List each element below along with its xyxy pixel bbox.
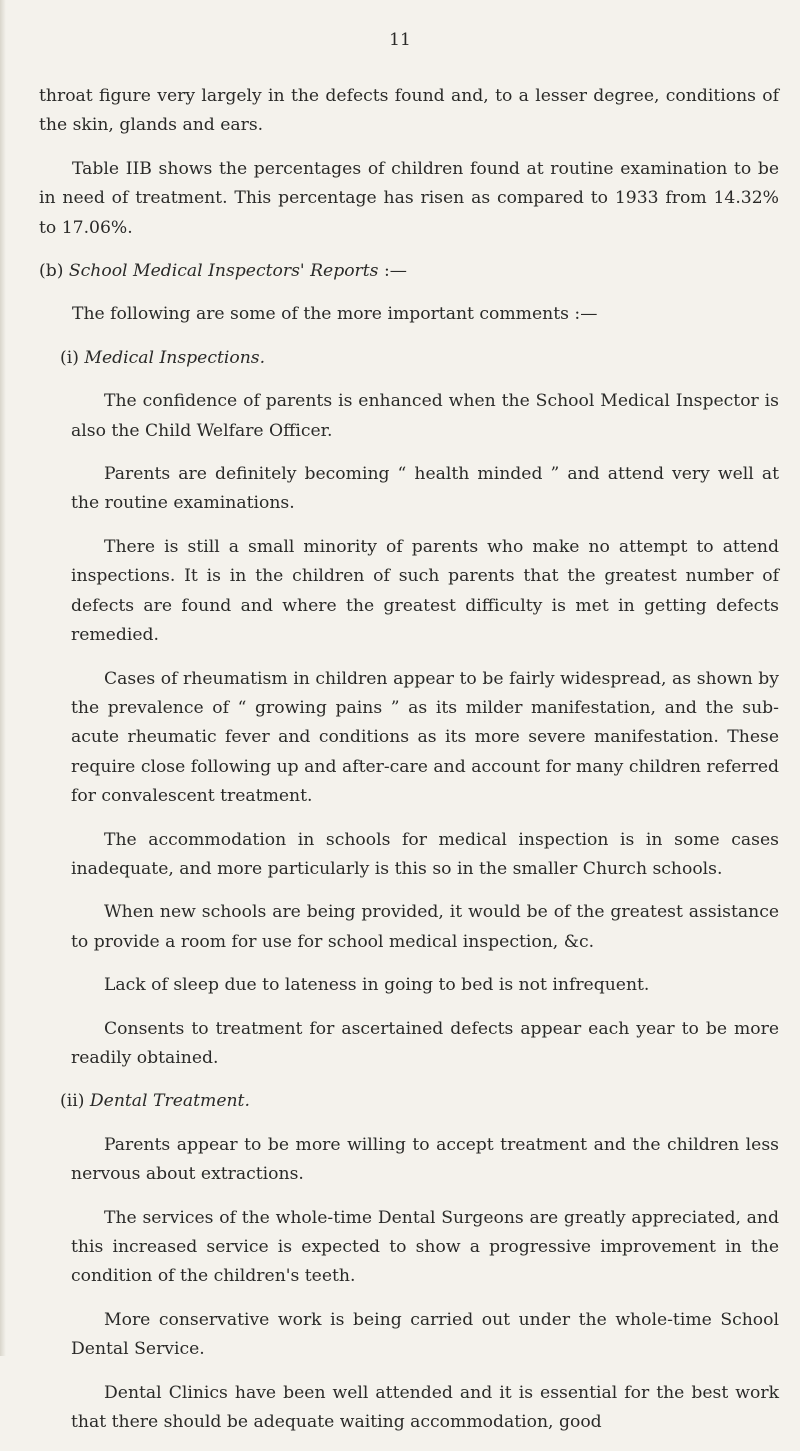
section-b-suffix: :— bbox=[378, 261, 407, 282]
paragraph-conservative-work: More conservative work is being carried out under the whole-time School Dental Service. bbox=[71, 1309, 779, 1360]
paragraph-consents: Consents to treatment for ascertained defects appear each year to be more readily obtained. bbox=[71, 1018, 779, 1068]
subsection-i-heading bbox=[39, 344, 779, 373]
section-b-title: School Medical Inspectors' Reports bbox=[68, 261, 379, 282]
subsection-ii-title: Dental Treatment. bbox=[89, 1091, 250, 1112]
page-edge-shadow bbox=[0, 0, 6, 1356]
paragraph-lack-of-sleep: Lack of sleep due to lateness in going to bed is not infrequent. bbox=[104, 975, 650, 996]
subsection-i-title: Medical Inspections. bbox=[84, 347, 266, 368]
page-body bbox=[39, 82, 779, 1451]
paragraph-minority: There is still a small minority of parents who make no attempt to attend inspections. It is in the children of such parents that the greatest number of defects are found and where the greatest difficulty is met in getting defects remedied. bbox=[71, 536, 779, 646]
subsection-ii-label: (ii) bbox=[60, 1091, 85, 1112]
subsection-i-label: (i) bbox=[60, 347, 79, 368]
section-b-label: (b) bbox=[39, 261, 64, 282]
paragraph-dental-surgeons: The services of the whole-time Dental Surgeons are greatly appreciated, and this increased service is expected to show a progressive improvement in the condition of the children's teeth. bbox=[71, 1207, 779, 1287]
paragraph-comments-intro: The following are some of the more important comments :— bbox=[72, 304, 598, 325]
paragraph-confidence: The confidence of parents is enhanced when the School Medical Inspector is also the Child Welfare Officer. bbox=[71, 391, 779, 441]
paragraph-accommodation: The accommodation in schools for medical inspection is in some cases inadequate, and more particularly is this so in the smaller Church schools. bbox=[71, 829, 779, 879]
paragraph-dental-clinics: Dental Clinics have been well attended and it is essential for the best work that there should be adequate waiting accommodation, good bbox=[71, 1382, 779, 1433]
paragraph-table-iib: Table IIB shows the percentages of children found at routine examination to be in need of treatment. This percentage has risen as compared to 1933 from 14.32% to 17.06%. bbox=[39, 158, 779, 238]
paragraph-rheumatism: Cases of rheumatism in children appear to be fairly widespread, as shown by the prevalence of “ growing pains ” as its milder manifestation, and the sub-acute rheumatic fever and conditions as its more severe manifestation. These require close following up and after-care and account for many children referred for convalescent treatment. bbox=[71, 668, 779, 807]
paragraph-parents-willing: Parents appear to be more willing to accept treatment and the children less nervous about extractions. bbox=[71, 1134, 779, 1185]
paragraph-continuation: throat figure very largely in the defects found and, to a lesser degree, conditions of the skin, glands and ears. bbox=[39, 86, 779, 136]
subsection-ii-heading bbox=[39, 1087, 779, 1116]
paragraph-health-minded: Parents are definitely becoming “ health minded ” and attend very well at the routine examinations. bbox=[71, 464, 779, 514]
paragraph-new-schools: When new schools are being provided, it would be of the greatest assistance to provide a room for use for school medical inspection, &c. bbox=[71, 902, 779, 952]
section-b-heading bbox=[39, 257, 779, 286]
page-number: 11 bbox=[389, 30, 411, 50]
